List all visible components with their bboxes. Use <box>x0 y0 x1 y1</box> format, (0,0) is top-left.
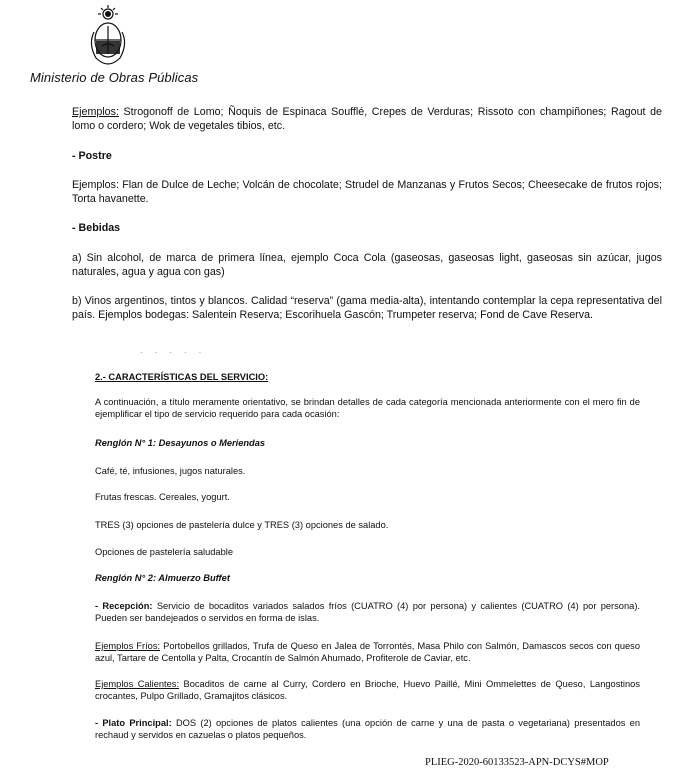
frios-label: Ejemplos Fríos: <box>95 641 161 651</box>
renglon1-line4: Opciones de pastelería saludable <box>95 547 233 557</box>
calientes-paragraph <box>95 678 640 702</box>
renglon1-line3: TRES (3) opciones de pastelería dulce y TRES (3) opciones de salado. <box>95 520 389 530</box>
renglon1-line2: Frutas frescas. Cereales, yogurt. <box>95 492 230 502</box>
renglon2-title: Renglón N° 2: Almuerzo Buffet <box>95 573 230 583</box>
calientes-label: Ejemplos Calientes: <box>95 679 180 689</box>
bebidas-b-text: b) Vinos argentinos, tintos y blancos. Calidad “reserva” (gama media-alta), intentando contemplar la cepa representativa del país. Ejemplos bodegas: Salentein Reserva; Escorihuela Gascón; Trumpeter reserva; Fond de Cave Reserva. <box>72 295 662 321</box>
postre-text: Ejemplos: Flan de Dulce de Leche; Volcán de chocolate; Strudel de Manzanas y Frutos Secos; Cheesecake de frutos rojos; Torta havanette. <box>72 179 662 205</box>
renglon1-title: Renglón N° 1: Desayunos o Meriendas <box>95 438 266 448</box>
postre-heading: - Postre <box>72 150 112 162</box>
argentina-coat-of-arms-icon <box>86 4 130 68</box>
frios-text: Portobellos grillados, Trufa de Queso en Jalea de Torrontés, Masa Philo con Salmón, Damascos secos con queso azul, Tartare de Centolla y Palta, Crocantín de Salmón Ahumado, Profiterole de Caviar, etc. <box>95 641 640 664</box>
ministry-name: Ministerio de Obras Públicas <box>30 70 199 85</box>
document-id: PLIEG-2020-60133523-APN-DCYS#MOP <box>425 757 609 768</box>
ejemplos-paragraph <box>72 106 662 134</box>
frios-paragraph <box>95 640 640 664</box>
recepcion-paragraph <box>95 600 640 624</box>
recepcion-text: Servicio de bocaditos variados salados fríos (CUATRO (4) por persona) y calientes (CUATRO (4) por persona). Pueden ser bandejeados o servidos en forma de islas. <box>95 601 640 624</box>
section2-intro: A continuación, a título meramente orientativo, se brindan detalles de cada categoría mencionada anteriormente con el mero fin de ejemplificar el tipo de servicio requerido para cada ocasión: <box>95 397 640 420</box>
plato-principal-label: - Plato Principal: <box>95 718 172 728</box>
ejemplos-text: Strogonoff de Lomo; Ñoquis de Espinaca Soufflé, Crepes de Verduras; Rissoto con champiñones; Ragout de lomo o cordero; Wok de vegetales tibios, etc. <box>72 106 662 132</box>
recepcion-label: - Recepción: <box>95 601 153 611</box>
plato-principal-paragraph <box>95 717 640 741</box>
plato-principal-text: DOS (2) opciones de platos calientes (una opción de carne y una de pasta o vegetariana) presentados en rechaud y servidos en cazuelas o platos pequeños. <box>95 718 640 741</box>
renglon1-line1: Café, té, infusiones, jugos naturales. <box>95 466 246 476</box>
calientes-text: Bocaditos de carne al Curry, Cordero en Brioche, Huevo Paillé, Mini Ommelettes de Queso, Langostinos crocantes, Pulpo Grillado, Gramajitos clásicos. <box>95 679 640 702</box>
scan-artifact-dots: ····· <box>140 348 214 357</box>
section2-title: 2.- CARACTERÍSTICAS DEL SERVICIO: <box>95 372 269 382</box>
bebidas-a-text: a) Sin alcohol, de marca de primera línea, ejemplo Coca Cola (gaseosas, gaseosas light, gaseosas sin azúcar, jugos naturales, agua y agua con gas) <box>72 252 662 278</box>
bebidas-heading: - Bebidas <box>72 222 121 234</box>
ejemplos-label: Ejemplos: <box>72 106 119 118</box>
